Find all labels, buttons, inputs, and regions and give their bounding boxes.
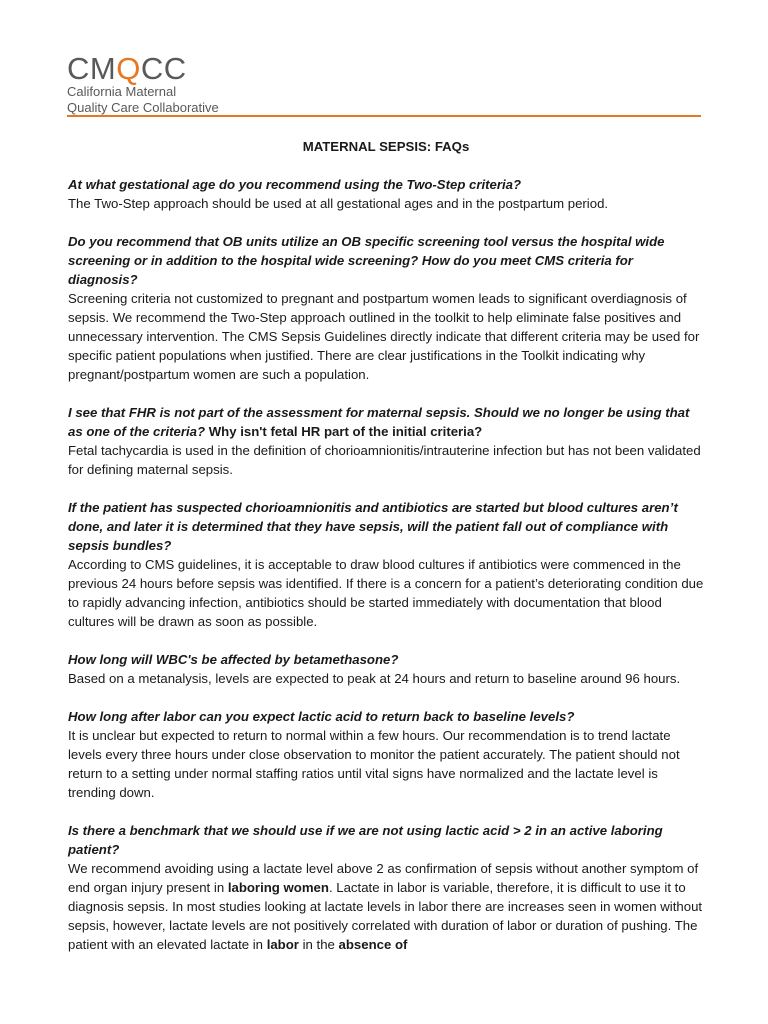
faq-question: Do you recommend that OB units utilize an OB specific screening tool versus the hospital wide screening or in addition to the hospital wide screening? How do you meet CMS criteria for diagnosis?	[68, 234, 665, 287]
faq-question: How long after labor can you expect lactic acid to return back to baseline levels?	[68, 709, 575, 724]
faq-item	[68, 707, 704, 802]
faq-item	[68, 232, 704, 384]
document-title: MATERNAL SEPSIS: FAQs	[302, 139, 470, 154]
faq-item	[68, 175, 704, 213]
emphasis-text: labor	[266, 937, 299, 952]
faq-item	[68, 650, 704, 688]
faq-question: Is there a benchmark that we should use if we are not using lactic acid > 2 in an active laboring patient?	[68, 823, 663, 857]
faq-answer: It is unclear but expected to return to normal within a few hours. Our recommendation is to trend lactate levels every three hours under close observation to monitor the patient accurately. The patient should not return to a setting under normal staffing ratios until vital signs have normalized and the lactate level is trending down.	[68, 728, 680, 800]
logo-line-1: California Maternal	[67, 84, 177, 99]
emphasis-text: absence of	[338, 937, 408, 952]
logo-line-2: Quality Care Collaborative	[67, 99, 219, 115]
faq-question-upright: Why isn't fetal HR part of the initial criteria?	[208, 424, 483, 439]
document-body	[68, 137, 704, 973]
faq-item	[68, 403, 704, 479]
emphasis-text: laboring women	[227, 880, 329, 895]
faq-question: At what gestational age do you recommend using the Two-Step criteria?	[68, 177, 522, 192]
faq-answer: The Two-Step approach should be used at all gestational ages and in the postpartum period.	[68, 196, 609, 211]
header-divider	[67, 115, 701, 117]
faq-answer: Based on a metanalysis, levels are expected to peak at 24 hours and return to baseline around 96 hours.	[68, 671, 681, 686]
faq-question	[68, 403, 704, 441]
faq-question: If the patient has suspected chorioamnionitis and antibiotics are started but blood cultures aren’t done, and later it is determined that they have sepsis, will the patient fall out of compliance with sepsis bundles?	[68, 500, 678, 553]
cmqcc-logo	[67, 51, 219, 115]
faq-answer: We recommend avoiding using a lactate level above 2 as confirmation of sepsis without another symptom of end organ injury present in laboring women. Lactate in labor is variable, therefore, it is difficult to use it to diagnosis sepsis. In most studies looking at lactate levels in labor there are increases seen in women without sepsis, however, lactate levels are not positively correlated with duration of labor or duration of pushing. The patient with an elevated lactate in labor in the absence of	[68, 861, 703, 952]
logo-q-mark: Q	[116, 51, 141, 86]
faq-question-italic: I see that FHR is not part of the assessment for maternal sepsis. Should we no longer be using that as one of the criteria?	[68, 405, 690, 439]
logo-wordmark: CMQCC	[67, 51, 187, 86]
faq-item	[68, 821, 704, 954]
faq-answer: According to CMS guidelines, it is acceptable to draw blood cultures if antibiotics were commenced in the previous 24 hours before sepsis was identified. If there is a concern for a patient’s deteriorating condition due to rapidly advancing infection, antibiotics should be started immediately with documentation that blood cultures will be drawn as soon as possible.	[68, 557, 704, 629]
faq-item	[68, 498, 704, 631]
faq-answer: Screening criteria not customized to pregnant and postpartum women leads to significant overdiagnosis of sepsis. We recommend the Two-Step approach outlined in the toolkit to help eliminate false positives and unnecessary intervention. The CMS Sepsis Guidelines directly indicate that different criteria may be used for specific patient populations when justified. There are clear justifications in the Toolkit indicating why pregnant/postpartum women are such a population.	[68, 291, 700, 382]
faq-answer: Fetal tachycardia is used in the definition of chorioamnionitis/intrauterine infection but has not been validated for defining maternal sepsis.	[68, 443, 701, 477]
faq-question: How long will WBC's be affected by betamethasone?	[68, 652, 399, 667]
